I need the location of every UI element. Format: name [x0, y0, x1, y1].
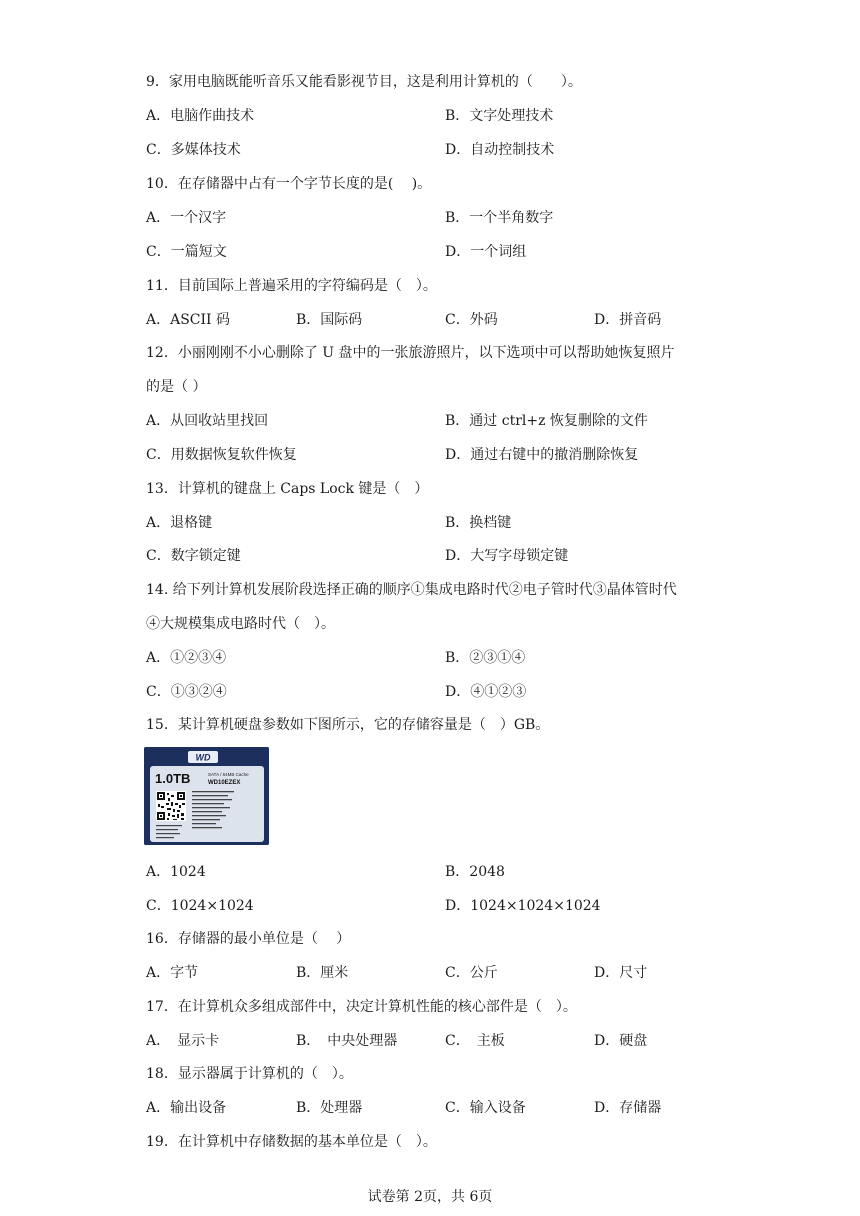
question-11-option-d: D．拼音码 [594, 312, 662, 328]
hard-drive-label-photo [144, 747, 269, 845]
question-9-option-a: A．电脑作曲技术 [146, 108, 255, 124]
question-12-stem: 12．小丽刚刚不小心删除了 U 盘中的一张旅游照片，以下选项中可以帮助她恢复照片 [146, 345, 675, 361]
question-18-option-b: B．处理器 [296, 1100, 363, 1116]
question-14-option-b: B．②③①④ [445, 650, 526, 666]
question-16-option-c: C．公斤 [445, 965, 498, 981]
question-15-option-d: D．1024×1024×1024 [445, 898, 601, 914]
question-17-option-b: B． 中央处理器 [296, 1033, 398, 1049]
question-17-option-d: D．硬盘 [594, 1033, 648, 1049]
question-18-option-d: D．存储器 [594, 1100, 662, 1116]
page-footer: 试卷第 2页，共 6页 [367, 1189, 493, 1205]
question-11-stem: 11．目前国际上普遍采用的字符编码是（ ）。 [146, 278, 437, 294]
question-10-option-d: D．一个词组 [445, 244, 527, 260]
hard-drive-label-image [144, 747, 269, 845]
question-10-option-b: B．一个半角数字 [445, 210, 554, 226]
question-13-option-d: D．大写字母锁定键 [445, 548, 569, 564]
question-16-option-a: A．字节 [146, 965, 199, 981]
question-14-option-d: D．④①②③ [445, 684, 527, 700]
question-13-stem: 13．计算机的键盘上 Caps Lock 键是（ ） [146, 481, 429, 497]
question-17-option-a: A． 显示卡 [146, 1033, 220, 1049]
interface-text: SATA / 64MB Cache [208, 772, 249, 777]
question-12-option-b: B．通过 ctrl+z 恢复删除的文件 [445, 413, 648, 429]
capacity-text: 1.0TB [155, 771, 191, 786]
question-15-stem: 15．某计算机硬盘参数如下图所示，它的存储容量是（ ）GB。 [146, 717, 550, 733]
question-9-option-b: B．文字处理技术 [445, 108, 554, 124]
question-13-option-a: A．退格键 [146, 515, 213, 531]
question-16-stem: 16．存储器的最小单位是（ ） [146, 931, 351, 947]
question-18-stem: 18．显示器属于计算机的（ ）。 [146, 1066, 353, 1082]
question-12-stem-cont: 的是（ ） [146, 379, 207, 395]
question-15-option-b: B．2048 [445, 864, 505, 880]
question-15-option-a: A．1024 [146, 864, 206, 880]
question-12-option-a: A．从回收站里找回 [146, 413, 269, 429]
question-12-option-d: D．通过右键中的撤消删除恢复 [445, 447, 639, 463]
question-10-option-c: C．一篇短文 [146, 244, 227, 260]
question-11-option-b: B．国际码 [296, 312, 363, 328]
question-18-option-a: A．输出设备 [146, 1100, 227, 1116]
question-18-option-c: C．输入设备 [445, 1100, 526, 1116]
question-14-stem: 14. 给下列计算机发展阶段选择正确的顺序①集成电路时代②电子管时代③晶体管时代 [146, 582, 677, 598]
question-16-option-d: D．尺寸 [594, 965, 648, 981]
question-10-stem: 10．在存储器中占有一个字节长度的是( )。 [146, 176, 432, 192]
question-15-option-c: C．1024×1024 [146, 898, 254, 914]
question-14-option-c: C．①③②④ [146, 684, 227, 700]
model-text: WD10EZEX [208, 780, 241, 786]
question-11-option-a: A．ASCII 码 [146, 312, 231, 328]
question-9-stem: 9．家用电脑既能听音乐又能看影视节目，这是利用计算机的（ ）。 [146, 74, 582, 90]
question-16-option-b: B．厘米 [296, 965, 349, 981]
question-9-option-d: D．自动控制技术 [445, 142, 555, 158]
question-10-option-a: A．一个汉字 [146, 210, 227, 226]
question-9-option-c: C．多媒体技术 [146, 142, 241, 158]
question-17-stem: 17．在计算机众多组成部件中，决定计算机性能的核心部件是（ ）。 [146, 999, 577, 1015]
question-14-option-a: A．①②③④ [146, 650, 227, 666]
question-11-option-c: C．外码 [445, 312, 498, 328]
question-13-option-b: B．换档键 [445, 515, 512, 531]
question-14-stem-cont: ④大规模集成电路时代（ ）。 [146, 616, 335, 632]
question-17-option-c: C． 主板 [445, 1033, 505, 1049]
question-13-option-c: C．数字锁定键 [146, 548, 241, 564]
question-12-option-c: C．用数据恢复软件恢复 [146, 447, 297, 463]
question-19-stem: 19．在计算机中存储数据的基本单位是（ ）。 [146, 1134, 437, 1150]
wd-logo-text: WD [195, 752, 211, 763]
